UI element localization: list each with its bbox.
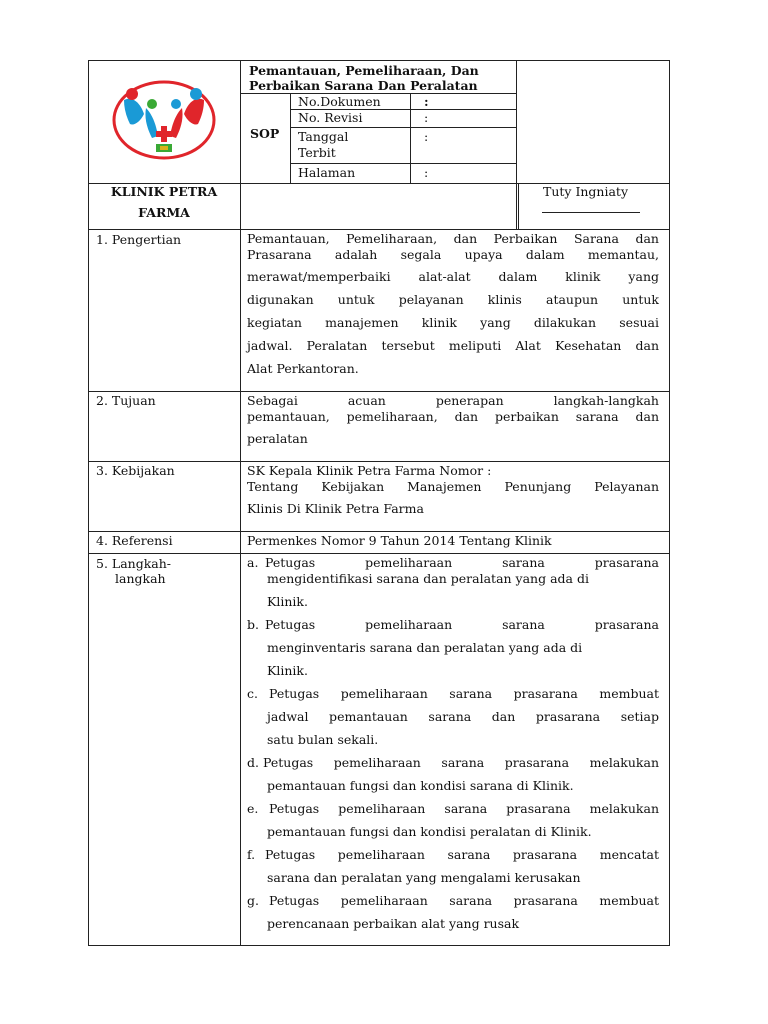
list-item-first-line: Petugas pemeliharaan sarana prasarana membuat — [269, 686, 659, 701]
list-item-line: Klinik. — [267, 594, 308, 609]
list-marker: e. — [247, 801, 259, 816]
pengertian-line: kegiatan manajemen klinik yang dilakukan sesuai — [247, 315, 659, 330]
pengertian-line: merawat/memperbaiki alat-alat dalam klinik yang — [247, 269, 659, 284]
list-item-line: perencanaan perbaikan alat yang rusak — [267, 916, 520, 931]
section-label-langkah: 5. Langkah- — [96, 556, 172, 571]
list-marker: g. — [247, 893, 259, 908]
kebijakan-line: Tentang Kebijakan Manajemen Penunjang Pelayanan — [247, 479, 659, 494]
list-item-line: jadwal pemantauan sarana dan prasarana setiap — [267, 709, 659, 724]
langkah-list — [247, 555, 659, 935]
section-label-tujuan: 2. Tujuan — [96, 393, 156, 408]
meta-value-tanggal-terbit: : — [424, 129, 429, 144]
referensi-text: Permenkes Nomor 9 Tahun 2014 Tentang Klinik — [247, 533, 552, 548]
meta-value-no-dokumen: : — [424, 94, 429, 109]
meta-label-terbit: Terbit — [298, 145, 336, 160]
section-label-pengertian: 1. Pengertian — [96, 232, 182, 247]
pengertian-line: digunakan untuk pelayanan klinis ataupun untuk — [247, 292, 659, 307]
kebijakan-line: SK Kepala Klinik Petra Farma Nomor : — [247, 463, 492, 478]
list-item-first-line: Petugas pemeliharaan sarana prasarana melakukan — [269, 801, 659, 816]
document-title-line-1: Pemantauan, Pemeliharaan, Dan — [249, 63, 479, 78]
list-item-line: Klinik. — [267, 663, 308, 678]
sop-label: SOP — [250, 126, 280, 141]
list-item — [247, 751, 659, 797]
meta-label-halaman: Halaman — [298, 165, 356, 180]
section-label-langkah-cont: langkah — [115, 571, 166, 586]
list-item-first-line: Petugas pemeliharaan sarana prasarana — [265, 617, 659, 632]
list-item-line: mengidentifikasi sarana dan peralatan yang ada di — [267, 571, 589, 586]
tujuan-text — [247, 393, 659, 450]
tujuan-line: peralatan — [247, 431, 308, 446]
clinic-name-line-1: KLINIK PETRA — [110, 184, 218, 199]
list-item-line: pemantauan fungsi dan kondisi peralatan di Klinik. — [267, 824, 592, 839]
logo-cross-h — [156, 131, 172, 137]
meta-value-halaman: : — [424, 165, 429, 180]
signatory-name: Tuty Ingniaty — [543, 184, 629, 199]
signature-line — [542, 212, 640, 213]
logo-figure-right — [184, 99, 204, 125]
list-item — [247, 843, 659, 889]
meta-label-no-revisi: No. Revisi — [298, 110, 363, 125]
list-marker: a. — [247, 555, 259, 570]
list-item — [247, 555, 659, 613]
kebijakan-text — [247, 463, 659, 520]
clinic-name-line-2: FARMA — [138, 205, 190, 220]
section-label-kebijakan: 3. Kebijakan — [96, 463, 175, 478]
list-item-first-line: Petugas pemeliharaan sarana prasarana membuat — [269, 893, 659, 908]
list-marker: c. — [247, 686, 258, 701]
list-item-line: satu bulan sekali. — [267, 732, 379, 747]
list-item — [247, 889, 659, 935]
tujuan-line: pemantauan, pemeliharaan, dan perbaikan sarana dan — [247, 409, 659, 424]
meta-value-no-revisi: : — [424, 110, 429, 125]
meta-label-tanggal: Tanggal — [298, 129, 349, 144]
list-item — [247, 797, 659, 843]
kebijakan-line: Klinis Di Klinik Petra Farma — [247, 501, 424, 516]
pengertian-line: Alat Perkantoran. — [247, 361, 359, 376]
list-item-line: sarana dan peralatan yang mengalami kerusakan — [267, 870, 581, 885]
list-item-first-line: Petugas pemeliharaan sarana prasarana mencatat — [265, 847, 659, 862]
list-marker: f. — [247, 847, 256, 862]
pengertian-line: Prasarana adalah segala upaya dalam memantau, — [247, 247, 659, 262]
list-item — [247, 613, 659, 682]
pengertian-line: Pemantauan, Pemeliharaan, dan Perbaikan Sarana dan — [247, 231, 659, 246]
pengertian-text — [247, 227, 659, 380]
clinic-logo — [110, 78, 218, 164]
tujuan-line: Sebagai acuan penerapan langkah-langkah — [247, 393, 659, 408]
section-label-referensi: 4. Referensi — [96, 533, 173, 548]
list-item-line: menginventaris sarana dan peralatan yang ada di — [267, 640, 583, 655]
pengertian-line: jadwal. Peralatan tersebut meliputi Alat Kesehatan dan — [247, 338, 659, 353]
meta-label-no-dokumen: No.Dokumen — [298, 94, 381, 109]
list-item — [247, 682, 659, 751]
logo-figure-left — [124, 99, 144, 125]
list-marker: d. — [247, 755, 259, 770]
list-marker: b. — [247, 617, 259, 632]
list-item-line: pemantauan fungsi dan kondisi sarana di Klinik. — [267, 778, 574, 793]
list-item-first-line: Petugas pemeliharaan sarana prasarana melakukan — [263, 755, 659, 770]
document-title-line-2: Perbaikan Sarana Dan Peralatan — [249, 78, 478, 93]
list-item-first-line: Petugas pemeliharaan sarana prasarana — [265, 555, 659, 570]
